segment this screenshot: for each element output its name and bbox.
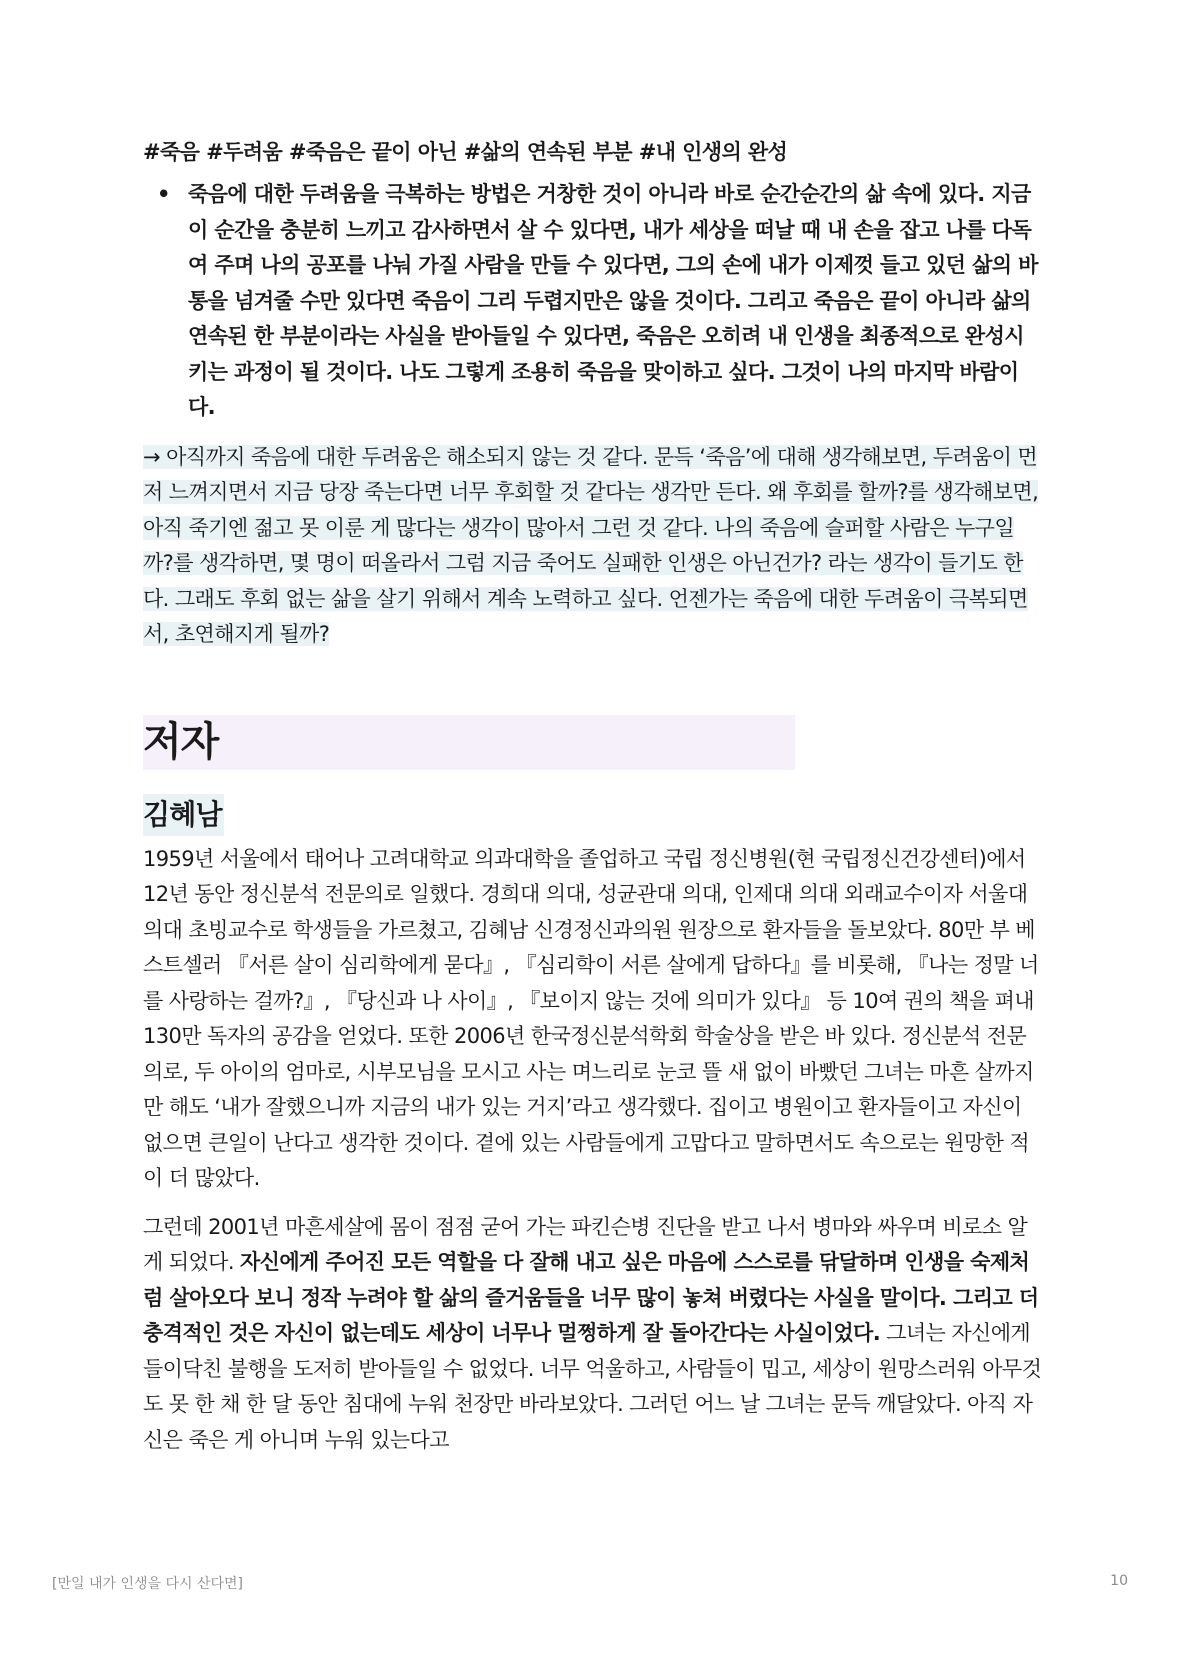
bio-tail-text: 그녀는 자신에게 들이닥친 불행을 도저히 받아들일 수 없었다. 너무 억울하고, 사람들이 밉고, 세상이 원망스러워 아무것도 못 한 채 한 달 동안 침대에 누워 천장만 바라보았다. 그러던 어느 날 그녀는 문득 깨달았다. 아직 자신은 죽은 게 아니며 누워 있는다고 — [143, 1321, 1042, 1452]
author-bio-paragraph-2 — [143, 1210, 1043, 1459]
section-heading-author: 저자 — [143, 715, 795, 770]
bio-bold-text: 자신에게 주어진 모든 역할을 다 잘해 내고 싶은 마음에 스스로를 닦달하며 인생을 숙제처럼 살아오다 보니 정작 누려야 할 삶의 즐거움들을 너무 많이 놓쳐 버렸다는 사실을 말이다. 그리고 더 충격적인 것은 자신이 없는데도 세상이 너무나 멀쩡하게 잘 돌아간다는 사실이었다. — [143, 1250, 1039, 1345]
author-name: 김혜남 — [143, 794, 224, 836]
quote-bullet — [143, 177, 1043, 426]
page-content — [143, 137, 1043, 1458]
reflection-note — [143, 440, 1043, 653]
author-bio-paragraph-1: 1959년 서울에서 태어나 고려대학교 의과대학을 졸업하고 국립 정신병원(현 국립정신건강센터)에서 12년 동안 정신분석 전문의로 일했다. 경희대 의대, 성균관대 의대, 인제대 의대 외래교수이자 서울대 의대 초빙교수로 학생들을 가르쳤고, 김혜남 신경정신과의원 원장으로 환자들을 돌보았다. 80만 부 베스트셀러 『서른 살이 심리학에게 묻다』, 『심리학이 서른 살에게 답하다』를 비롯해, 『나는 정말 너를 사랑하는 걸까?』, 『당신과 나 사이』, 『보이지 않는 것에 의미가 있다』 등 10여 권의 책을 펴내 130만 독자의 공감을 얻었다. 또한 2006년 한국정신분석학회 학술상을 받은 바 있다. 정신분석 전문의로, 두 아이의 엄마로, 시부모님을 모시고 사는 며느리로 눈코 뜰 새 없이 바빴던 그녀는 마흔 살까지만 해도 ‘내가 잘했으니까 지금의 내가 있는 거지’라고 생각했다. 집이고 병원이고 환자들이고 자신이 없으면 큰일이 난다고 생각한 것이다. 곁에 있는 사람들에게 고맙다고 말하면서도 속으로는 원망한 적이 더 많았다. — [143, 846, 1039, 1190]
reflection-text: → 아직까지 죽음에 대한 두려움은 해소되지 않는 것 같다. 문득 ‘죽음’에 대해 생각해보면, 두려움이 먼저 느껴지면서 지금 당장 죽는다면 너무 후회할 것 같다는 생각만 든다. 왜 후회를 할까?를 생각해보면, 아직 죽기엔 젊고 못 이룬 게 많다는 생각이 많아서 그런 것 같다. 나의 죽음에 슬퍼할 사람은 누구일까?를 생각하면, 몇 명이 떠올라서 그럼 지금 죽어도 실패한 인생은 아닌건가? 라는 생각이 들기도 한다. 그래도 후회 없는 삶을 살기 위해서 계속 노력하고 싶다. 언젠가는 죽음에 대한 두려움이 극복되면서, 초연해지게 될까? — [143, 444, 1039, 646]
bullet-marker: • — [157, 182, 170, 206]
footer-book-title: [만일 내가 인생을 다시 산다면] — [52, 1576, 244, 1592]
bio-lead-text: 그런데 2001년 마흔세살에 몸이 점점 굳어 가는 파킨슨병 진단을 받고 나서 병마와 싸우며 비로소 알게 되었다. — [143, 1214, 1028, 1274]
hashtag-line: #죽음 #두려움 #죽음은 끝이 아닌 #삶의 연속된 부분 #내 인생의 완성 — [143, 140, 788, 164]
footer-page-number: 10 — [1110, 1573, 1128, 1589]
quote-text: 죽음에 대한 두려움을 극복하는 방법은 거창한 것이 아니라 바로 순간순간의 삶 속에 있다. 지금 이 순간을 충분히 느끼고 감사하면서 살 수 있다면, 내가 세상을 떠날 때 내 손을 잡고 나를 다독여 주며 나의 공포를 나눠 가질 사람을 만들 수 있다면, 그의 손에 내가 이제껏 들고 있던 삶의 바통을 넘겨줄 수만 있다면 죽음이 그리 두렵지만은 않을 것이다. 그리고 죽음은 끝이 아니라 삶의 연속된 한 부분이라는 사실을 받아들일 수 있다면, 죽음은 오히려 내 인생을 최종적으로 완성시키는 과정이 될 것이다. 나도 그렇게 조용히 죽음을 맞이하고 싶다. 그것이 나의 마지막 바람이다. — [188, 182, 1038, 419]
